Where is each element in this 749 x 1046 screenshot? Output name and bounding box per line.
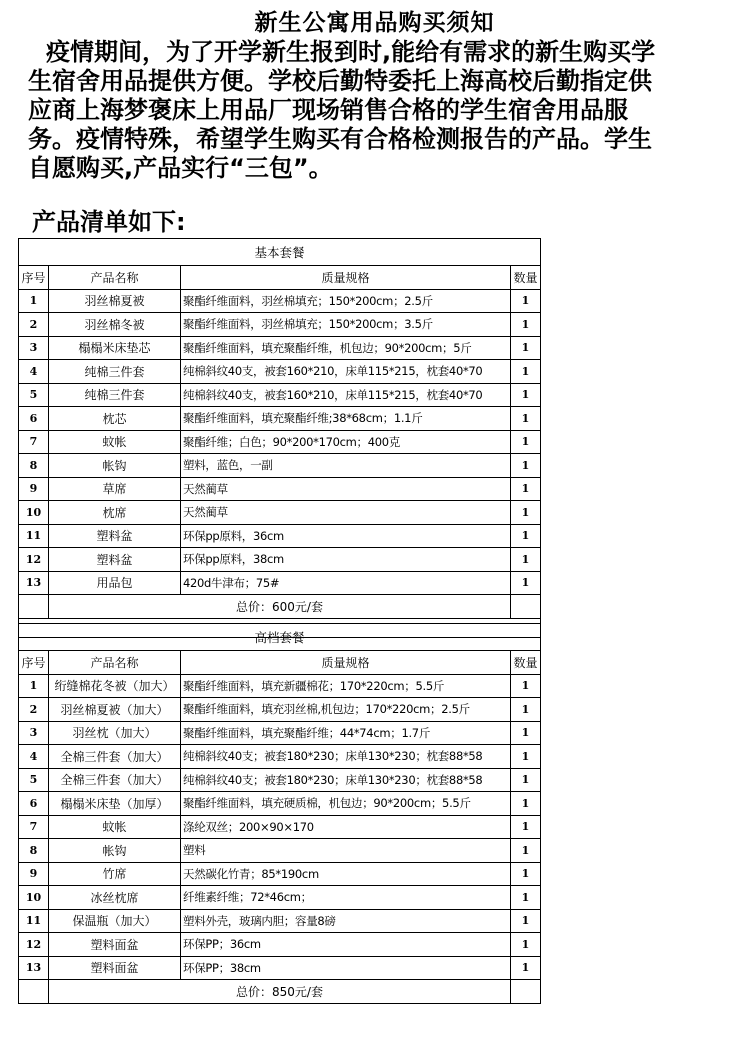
table-row [19, 933, 541, 957]
table-row [19, 383, 541, 407]
item-name: 羽丝棉冬被 [49, 313, 181, 337]
item-number: 9 [19, 477, 49, 501]
table-row [19, 407, 541, 431]
item-name: 蚊帐 [49, 815, 181, 839]
item-qty: 1 [511, 886, 541, 910]
item-spec: 聚酯纤维面料，填充新疆棉花；170*220cm；5.5斤 [181, 674, 511, 698]
item-name: 保温瓶（加大） [49, 909, 181, 933]
item-number: 4 [19, 360, 49, 384]
item-spec: 纯棉斜纹40支，被套160*210，床单115*215，枕套40*70 [181, 360, 511, 384]
item-number: 11 [19, 524, 49, 548]
item-name: 草席 [49, 477, 181, 501]
item-qty: 1 [511, 477, 541, 501]
item-spec: 聚酯纤维面料，羽丝棉填充；150*200cm；3.5斤 [181, 313, 511, 337]
item-spec: 纯棉斜纹40支；被套180*230；床单130*230；枕套88*58 [181, 745, 511, 769]
item-number: 13 [19, 956, 49, 980]
item-qty: 1 [511, 933, 541, 957]
table-row [19, 454, 541, 478]
item-number: 9 [19, 862, 49, 886]
item-number: 3 [19, 721, 49, 745]
package-title: 基本套餐 [19, 239, 541, 266]
item-qty: 1 [511, 768, 541, 792]
table-row [19, 745, 541, 769]
item-spec: 环保pp原料，36cm [181, 524, 511, 548]
table-row [19, 862, 541, 886]
package-title-row [19, 624, 541, 651]
total-empty-cell [19, 980, 49, 1004]
table-row [19, 524, 541, 548]
item-name: 全棉三件套（加大） [49, 745, 181, 769]
item-qty: 1 [511, 336, 541, 360]
total-empty-cell [511, 595, 541, 619]
item-name: 榻榻米床垫芯 [49, 336, 181, 360]
item-number: 12 [19, 548, 49, 572]
item-spec: 聚酯纤维面料，填充硬质棉，机包边；90*200cm；5.5斤 [181, 792, 511, 816]
table-row [19, 674, 541, 698]
item-name: 帐钩 [49, 839, 181, 863]
item-number: 2 [19, 313, 49, 337]
item-spec: 聚酯纤维面料，填充羽丝棉,机包边；170*220cm；2.5斤 [181, 698, 511, 722]
table-row [19, 501, 541, 525]
item-name: 羽丝棉夏被（加大） [49, 698, 181, 722]
item-name: 塑料面盆 [49, 933, 181, 957]
item-qty: 1 [511, 698, 541, 722]
item-name: 全棉三件套（加大） [49, 768, 181, 792]
item-spec: 塑料，蓝色，一副 [181, 454, 511, 478]
item-spec: 环保PP；38cm [181, 956, 511, 980]
total-empty-cell [19, 595, 49, 619]
item-qty: 1 [511, 721, 541, 745]
intro-line: 疫情期间，为了开学新生报到时,能给有需求的新生购买学 [46, 38, 656, 66]
column-header-qty: 数量 [511, 651, 541, 675]
table-row [19, 886, 541, 910]
table-row [19, 548, 541, 572]
item-spec: 聚酯纤维面料，填充聚酯纤维；44*74cm；1.7斤 [181, 721, 511, 745]
table-row [19, 430, 541, 454]
item-number: 7 [19, 815, 49, 839]
item-name: 帐钩 [49, 454, 181, 478]
item-number: 13 [19, 571, 49, 595]
item-qty: 1 [511, 289, 541, 313]
item-spec: 聚酯纤维面料，填充聚酯纤维，机包边；90*200cm；5斤 [181, 336, 511, 360]
list-heading: 产品清单如下: [32, 208, 186, 236]
column-header-no: 序号 [19, 651, 49, 675]
item-name: 纯棉三件套 [49, 360, 181, 384]
item-number: 5 [19, 768, 49, 792]
column-header-name: 产品名称 [49, 651, 181, 675]
total-empty-cell [511, 980, 541, 1004]
item-qty: 1 [511, 674, 541, 698]
item-number: 10 [19, 501, 49, 525]
item-name: 塑料盆 [49, 524, 181, 548]
item-number: 10 [19, 886, 49, 910]
item-name: 羽丝枕（加大） [49, 721, 181, 745]
total-row [19, 595, 541, 619]
item-spec: 纤维素纤维；72*46cm； [181, 886, 511, 910]
item-spec: 420d牛津布；75# [181, 571, 511, 595]
column-header-name: 产品名称 [49, 266, 181, 290]
intro-line: 应商上海梦褒床上用品厂现场销售合格的学生宿舍用品服 [28, 96, 628, 124]
item-qty: 1 [511, 956, 541, 980]
item-qty: 1 [511, 862, 541, 886]
item-name: 枕席 [49, 501, 181, 525]
column-header-no: 序号 [19, 266, 49, 290]
item-name: 塑料盆 [49, 548, 181, 572]
table-header-row [19, 651, 541, 675]
table-row [19, 909, 541, 933]
item-spec: 聚酯纤维；白色；90*200*170cm；400克 [181, 430, 511, 454]
item-name: 榻榻米床垫（加厚） [49, 792, 181, 816]
table-row [19, 956, 541, 980]
item-qty: 1 [511, 548, 541, 572]
item-number: 6 [19, 792, 49, 816]
table-row [19, 815, 541, 839]
item-number: 1 [19, 674, 49, 698]
item-number: 3 [19, 336, 49, 360]
item-number: 2 [19, 698, 49, 722]
item-name: 蚊帐 [49, 430, 181, 454]
item-spec: 聚酯纤维面料，羽丝棉填充；150*200cm；2.5斤 [181, 289, 511, 313]
item-spec: 环保PP；36cm [181, 933, 511, 957]
table-row [19, 698, 541, 722]
item-number: 7 [19, 430, 49, 454]
item-number: 5 [19, 383, 49, 407]
total-price: 总价：600元/套 [49, 595, 511, 619]
item-name: 冰丝枕席 [49, 886, 181, 910]
table-row [19, 839, 541, 863]
item-qty: 1 [511, 407, 541, 431]
total-row [19, 980, 541, 1004]
intro-line: 自愿购买,产品实行“三包”。 [28, 154, 333, 182]
item-qty: 1 [511, 815, 541, 839]
column-header-qty: 数量 [511, 266, 541, 290]
item-qty: 1 [511, 501, 541, 525]
item-name: 竹席 [49, 862, 181, 886]
item-spec: 天然蔺草 [181, 477, 511, 501]
item-qty: 1 [511, 524, 541, 548]
item-qty: 1 [511, 313, 541, 337]
item-number: 8 [19, 839, 49, 863]
table-row [19, 792, 541, 816]
item-spec: 塑料 [181, 839, 511, 863]
item-number: 4 [19, 745, 49, 769]
item-number: 12 [19, 933, 49, 957]
item-qty: 1 [511, 454, 541, 478]
item-qty: 1 [511, 430, 541, 454]
item-qty: 1 [511, 571, 541, 595]
package-title-row [19, 239, 541, 266]
table-row [19, 721, 541, 745]
item-qty: 1 [511, 839, 541, 863]
item-number: 8 [19, 454, 49, 478]
package-title: 高档套餐 [19, 624, 541, 651]
item-spec: 纯棉斜纹40支；被套180*230；床单130*230；枕套88*58 [181, 768, 511, 792]
item-name: 枕芯 [49, 407, 181, 431]
item-number: 6 [19, 407, 49, 431]
total-price: 总价：850元/套 [49, 980, 511, 1004]
item-spec: 聚酯纤维面料，填充聚酯纤维;38*68cm；1.1斤 [181, 407, 511, 431]
item-qty: 1 [511, 745, 541, 769]
premium-package-table [18, 623, 541, 1004]
table-row [19, 477, 541, 501]
item-spec: 涤纶双丝；200×90×170 [181, 815, 511, 839]
basic-package-table [18, 238, 541, 638]
intro-line: 务。疫情特殊，希望学生购买有合格检测报告的产品。学生 [28, 125, 652, 153]
table-row [19, 336, 541, 360]
page-title: 新生公寓用品购买须知 [254, 10, 495, 36]
item-spec: 天然蔺草 [181, 501, 511, 525]
column-header-spec: 质量规格 [181, 266, 511, 290]
table-row [19, 360, 541, 384]
item-qty: 1 [511, 909, 541, 933]
table-row [19, 768, 541, 792]
item-qty: 1 [511, 360, 541, 384]
item-spec: 塑料外壳，玻璃内胆；容量8磅 [181, 909, 511, 933]
item-name: 用品包 [49, 571, 181, 595]
item-qty: 1 [511, 383, 541, 407]
table-row [19, 289, 541, 313]
item-name: 纯棉三件套 [49, 383, 181, 407]
item-number: 11 [19, 909, 49, 933]
item-number: 1 [19, 289, 49, 313]
item-qty: 1 [511, 792, 541, 816]
table-header-row [19, 266, 541, 290]
item-spec: 环保pp原料，38cm [181, 548, 511, 572]
item-name: 羽丝棉夏被 [49, 289, 181, 313]
intro-line: 生宿舍用品提供方便。学校后勤特委托上海高校后勤指定供 [28, 67, 652, 95]
item-spec: 纯棉斜纹40支，被套160*210，床单115*215，枕套40*70 [181, 383, 511, 407]
column-header-spec: 质量规格 [181, 651, 511, 675]
table-row [19, 313, 541, 337]
item-spec: 天然碳化竹青；85*190cm [181, 862, 511, 886]
intro-paragraph [28, 38, 740, 183]
table-row [19, 571, 541, 595]
item-name: 绗缝棉花冬被（加大） [49, 674, 181, 698]
item-name: 塑料面盆 [49, 956, 181, 980]
